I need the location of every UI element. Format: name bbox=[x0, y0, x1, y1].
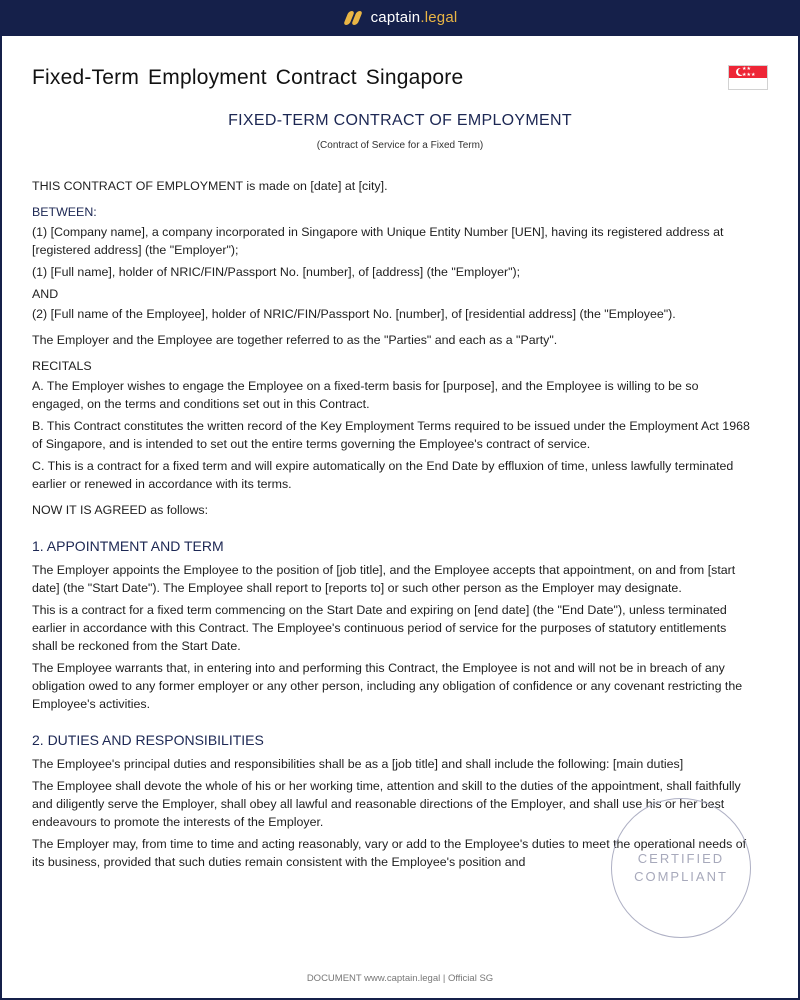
section-2-paragraph: The Employer may, from time to time and acting reasonably, vary or add to the Employee's duties to meet the operational needs of its business, provided that such duties remain consistent with the Employee's position and bbox=[32, 837, 747, 869]
captain-logo-icon bbox=[343, 10, 363, 26]
party-two: (2) [Full name of the Employee], holder of NRIC/FIN/Passport No. [number], of [residential address] (the "Employee"). bbox=[32, 307, 676, 321]
contract-body bbox=[32, 169, 750, 875]
agreed-statement: NOW IT IS AGREED as follows: bbox=[32, 503, 209, 517]
contract-heading: FIXED-TERM CONTRACT OF EMPLOYMENT bbox=[228, 112, 572, 129]
section-1-paragraph: The Employer appoints the Employee to the position of [job title], and the Employee accepts that appointment, on and from [start date] (the "Start Date"). The Employee shall report to [reports to] or such other person as the Employer may designate. bbox=[32, 563, 736, 595]
top-bar bbox=[0, 0, 800, 36]
and-label: AND bbox=[32, 287, 59, 301]
section-2-paragraph: The Employee's principal duties and responsibilities shall be as a [job title] and shall include the following: [main duties] bbox=[32, 757, 684, 771]
between-label: BETWEEN: bbox=[32, 205, 97, 219]
party-one-company: (1) [Company name], a company incorporated in Singapore with Unique Entity Number [UEN], having its registered address at [registered address] (the "Employer"); bbox=[32, 225, 724, 257]
certified-compliant-seal bbox=[611, 798, 751, 938]
section-1-title: 1. APPOINTMENT AND TERM bbox=[32, 538, 224, 554]
recitals-label: RECITALS bbox=[32, 359, 92, 373]
brand-tld: .legal bbox=[420, 9, 458, 26]
singapore-flag-icon: ★★ ★★★ bbox=[728, 65, 768, 90]
page-title: Fixed-Term Employment Contract Singapore bbox=[32, 66, 464, 89]
seal-line-1: CERTIFIED bbox=[637, 851, 725, 866]
brand-name: captain bbox=[370, 9, 421, 26]
section-2-title: 2. DUTIES AND RESPONSIBILITIES bbox=[32, 732, 264, 748]
party-one-individual: (1) [Full name], holder of NRIC/FIN/Passport No. [number], of [address] (the "Employer"); bbox=[32, 265, 521, 279]
document-sheet bbox=[2, 36, 798, 998]
recital-a: A. The Employer wishes to engage the Employee on a fixed-term basis for [purpose], and the Employee is willing to be so engaged, on the terms and conditions set out in this Contract. bbox=[32, 379, 699, 411]
document-footer: DOCUMENT www.captain.legal | Official SG bbox=[306, 973, 494, 984]
intro-paragraph: THIS CONTRACT OF EMPLOYMENT is made on [date] at [city]. bbox=[32, 179, 388, 193]
brand-logo[interactable] bbox=[343, 9, 458, 27]
recital-c: C. This is a contract for a fixed term and will expire automatically on the End Date by effluxion of time, unless lawfully terminated earlier or renewed in accordance with its terms. bbox=[32, 459, 734, 491]
section-2-paragraph: The Employee shall devote the whole of his or her working time, attention and skill to the duties of the appointment, shall faithfully and diligently serve the Employer, shall obey all lawful and reasonable directions of the Employer, and shall use his or her best endeavours to promote the interests of the Employer. bbox=[32, 779, 741, 829]
seal-line-2: COMPLIANT bbox=[634, 869, 728, 884]
section-1-paragraph: This is a contract for a fixed term commencing on the Start Date and expiring on [end date] (the "End Date"), unless terminated earlier in accordance with this Contract. The Employee's continuous period of service for the purposes of statutory entitlements shall be reckoned from the Start Date. bbox=[32, 603, 727, 653]
contract-subheading: (Contract of Service for a Fixed Term) bbox=[316, 140, 484, 151]
section-1-paragraph: The Employee warrants that, in entering into and performing this Contract, the Employee is not and will not be in breach of any obligation owed to any former employer or any other person, including any obligation of confidence or any covenant restricting the Employee's activities. bbox=[32, 661, 743, 711]
parties-definition: The Employer and the Employee are together referred to as the "Parties" and each as a "Party". bbox=[32, 333, 558, 347]
recital-b: B. This Contract constitutes the written record of the Key Employment Terms required to be issued under the Employment Act 1968 of Singapore, and is intended to set out the entire terms governing the Employee's contract of service. bbox=[32, 419, 750, 451]
